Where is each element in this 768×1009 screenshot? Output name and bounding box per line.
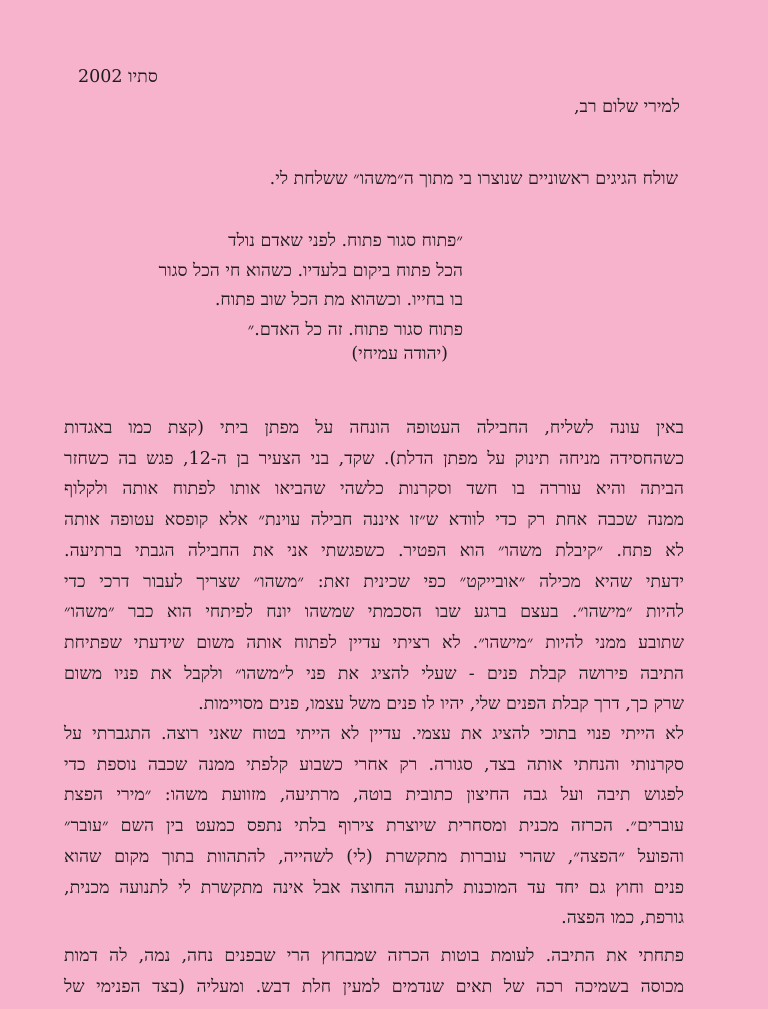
paragraph-line: גורפת, כמו הפצה. <box>561 908 684 929</box>
poem-line: הכל פתוח ביקום בלעדיו. כשהוא חי הכל סגור <box>158 260 463 281</box>
poem-quote <box>159 227 463 345</box>
poem-line: פתוח סגור פתוח. זה כל האדם.״ <box>247 319 463 340</box>
letter-intro: שולח הגיגים ראשוניים שנוצרו בי מתוך ה״משהו״ ששלחת לי. <box>269 169 678 189</box>
letter-greeting: למירי שלום רב, <box>573 97 680 117</box>
paragraph-line: לא פתח. ״קיבלת משהו״ הוא הפטיר. כשפגשתי אני את החבילה הגבתי ברתיעה. <box>64 540 684 561</box>
paragraph-line: ידעתי שהיא מכילה ״אובייקט״ כפי שכינית זאת: ״משהו״ שצריך לעבור דרכי כדי <box>64 571 684 592</box>
paragraph-line: להיות ״מישהו״. בעצם ברגע שבו הסכמתי שמשהו יונח לפיתחי הוא כבר ״משהו״ <box>64 602 684 623</box>
paragraph-line: עוברים״. הכרזה מכנית ומסחרית שיוצרת צירוף בלתי נתפס כמעט בין השם ״עובר״ <box>64 816 684 837</box>
poem-attribution: (יהודה עמיחי) <box>351 344 448 364</box>
paragraph-2 <box>64 719 684 934</box>
paragraph-line: התיבה פירושה קבלת פנים - שעלי להציג את פני ל״משהו״ ולקבל את פניו משום <box>64 663 684 684</box>
paragraph-line: פנים וחוץ גם יחד עד המוכנות לתנועה החוצה אבל אינה מתקשרת לי לתנועה מכנית, <box>64 877 684 898</box>
letter-date: סתיו 2002 <box>78 67 158 87</box>
paragraph-line: מכוסה בשמיכה רכה של תאים שנדמים למעין חלת דבש. ומעליה (בצד הפנימי של <box>64 976 684 997</box>
paragraph-line: הביתה והיא עוררה בו חשד וסקרנות כלשהי שהביאו אותו לפתוח אותה ולקלוף <box>64 479 684 500</box>
paragraph-line: לפגוש תיבה ועל גבה החיצון כתובית בוטה, מרתיעה, מזוועת משהו: ״מירי הפצת <box>64 785 684 806</box>
paragraph-line: סקרנותי והנחתי אותה בצד, סגורה. רק אחרי כשבוע קלפתי ממנה שכבה נוספת כדי <box>64 754 684 775</box>
paragraph-line: והפועל ״הפצה״, שהרי עוברות מתקשרת (לי) לשהייה, להתהוות בתוך מקום שהוא <box>64 846 684 867</box>
paragraph-line: שרק כך, דרך קבלת הפנים שלי, יהיו לו פנים משל עצמו, פנים מסויימות. <box>198 694 684 715</box>
paragraph-line: פתחתי את התיבה. לעומת בוטות הכרזה שמבחוץ הרי שבפנים נחה, נמה, לה דמות <box>64 946 684 966</box>
paragraph-3 <box>64 941 684 1002</box>
paragraph-line: שתובע ממני להיות ״מישהו״. לא רציתי עדיין לפתוח אותה משום שידעתי שפתיחת <box>64 632 684 653</box>
poem-line: ״פתוח סגור פתוח. לפני שאדם נולד <box>228 231 463 251</box>
paragraph-line: באין עונה לשליח, החבילה העטופה הונחה על מפתן ביתי (קצת כמו באגדות <box>64 418 684 438</box>
poem-line: בו בחייו. וכשהוא מת הכל שוב פתוח. <box>214 290 463 310</box>
paragraph-line: ממנה שכבה אחת רק כדי לוודא ש״זו איננה חבילה עוינת״ אלא קופסא עטופה אותה <box>64 510 684 531</box>
paragraph-line: כשהחסידה מניחה תינוק על מפתן הדלת). שקד, בני הצעיר בן ה-12, פגש בה כשחזר <box>64 448 684 469</box>
paragraph-1 <box>64 413 684 720</box>
paragraph-line: לא הייתי פנוי בתוכי להציג את עצמי. עדיין לא הייתי בטוח שאני רוצה. התגברתי על <box>64 724 684 744</box>
